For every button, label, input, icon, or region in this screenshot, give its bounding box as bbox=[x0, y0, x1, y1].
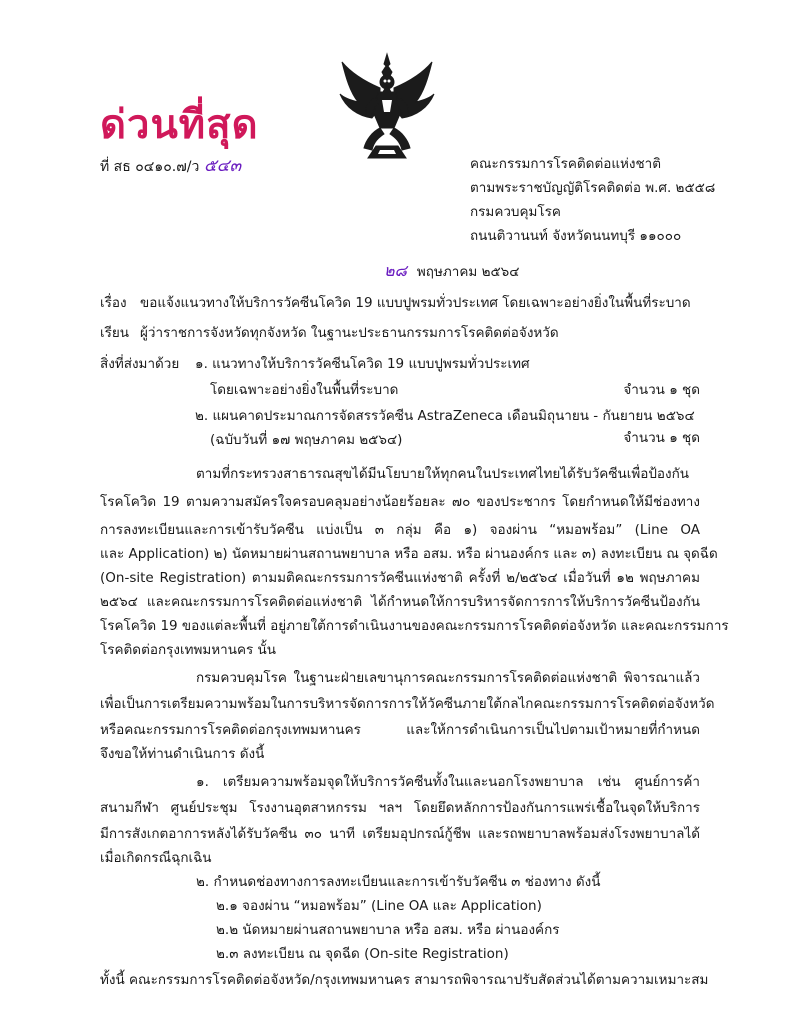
enclosure-item-2-line1: ๒. แผนคาดประมาณการจัดสรรวัคซีน AstraZeneca เดือนมิถุนายน - กันยายน ๒๕๖๔ bbox=[195, 408, 695, 424]
paragraph-1-line-8: โรคติดต่อกรุงเทพมหานคร นั้น bbox=[100, 642, 277, 658]
reference-prefix: ที่ สธ ๐๔๑๐.๗/ว bbox=[100, 159, 200, 175]
paragraph-1-line-1: ตามที่กระทรวงสาธารณสุขได้มีนโยบายให้ทุกคนในประเทศไทยได้รับวัคซีนเพื่อป้องกัน bbox=[196, 466, 690, 482]
date-day-handwritten: ๒๘ bbox=[384, 261, 407, 280]
agency-name: คณะกรรมการโรคติดต่อแห่งชาติ bbox=[470, 156, 662, 172]
subject-text: ขอแจ้งแนวทางให้บริการวัคซีนโควิด 19 แบบปูพรมทั่วประเทศ โดยเฉพาะอย่างยิ่งในพื้นที่ระบาด bbox=[140, 295, 691, 311]
reference-number bbox=[100, 152, 241, 179]
agency-department: กรมควบคุมโรค bbox=[470, 204, 561, 220]
enclosure-item-2-line2: (ฉบับวันที่ ๑๗ พฤษภาคม ๒๕๖๔) bbox=[210, 432, 403, 448]
subject-label: เรื่อง bbox=[100, 295, 127, 311]
enclosure-item-1-line1: ๑. แนวทางให้บริการวัคซีนโควิด 19 แบบปูพรมทั่วประเทศ bbox=[195, 356, 530, 372]
paragraph-2-line-1: กรมควบคุมโรค ในฐานะฝ่ายเลขานุการคณะกรรมการโรคติดต่อแห่งชาติ พิจารณาแล้ว bbox=[196, 670, 700, 686]
item-2-subitem-2: ๒.๒ นัดหมายผ่านสถานพยาบาล หรือ อสม. หรือ ผ่านองค์กร bbox=[216, 922, 560, 938]
item-1-line-3: มีการสังเกตอาการหลังได้รับวัคซีน ๓๐ นาที เตรียมอุปกรณ์กู้ชีพ และรถพยาบาลพร้อมส่งโรงพยาบาลได้ bbox=[100, 826, 700, 842]
recipient-text: ผู้ว่าราชการจังหวัดทุกจังหวัด ในฐานะประธานกรรมการโรคติดต่อจังหวัด bbox=[140, 325, 559, 341]
reference-handwritten-number: ๕๔๓ bbox=[203, 156, 242, 176]
date-month-year: พฤษภาคม ๒๕๖๔ bbox=[416, 264, 520, 280]
urgent-stamp: ด่วนที่สุด bbox=[100, 101, 259, 148]
item-1-line-2: สนามกีฬา ศูนย์ประชุม โรงงานอุตสาหกรรม ฯลฯ โดยยึดหลักการป้องกันการแพร่เชื้อในจุดให้บริการ bbox=[100, 800, 700, 816]
enclosures-label: สิ่งที่ส่งมาด้วย bbox=[100, 356, 180, 372]
paragraph-2-line-3: หรือคณะกรรมการโรคติดต่อกรุงเทพมหานคร และให้การดำเนินการเป็นไปตามเป้าหมายที่กำหนด bbox=[100, 722, 700, 738]
enclosure-item-1-line2: โดยเฉพาะอย่างยิ่งในพื้นที่ระบาด bbox=[210, 382, 399, 398]
closing-line: ทั้งนี้ คณะกรรมการโรคติดต่อจังหวัด/กรุงเทพมหานคร สามารถพิจารณาปรับสัดส่วนได้ตามความเหมาะสม bbox=[100, 972, 709, 988]
item-2-subitem-1: ๒.๑ จองผ่าน “หมอพร้อม” (Line OA และ Application) bbox=[216, 898, 542, 914]
garuda-emblem-icon bbox=[336, 52, 438, 160]
paragraph-1-line-3: การลงทะเบียนและการเข้ารับวัคซีน แบ่งเป็น ๓ กลุ่ม คือ ๑) จองผ่าน “หมอพร้อม” (Line OA bbox=[100, 522, 700, 538]
item-2-heading: ๒. กำหนดช่องทางการลงทะเบียนและการเข้ารับวัคซีน ๓ ช่องทาง ดังนี้ bbox=[196, 874, 601, 890]
paragraph-1-line-5: (On-site Registration) ตามมติคณะกรรมการวัคซีนแห่งชาติ ครั้งที่ ๒/๒๕๖๔ เมื่อวันที่ ๑๒ พฤษภาคม bbox=[100, 570, 700, 586]
enclosure-item-2-qty: จำนวน ๑ ชุด bbox=[623, 430, 700, 446]
paragraph-2-line-2: เพื่อเป็นการเตรียมความพร้อมในการบริหารจัดการการให้วัคซีนภายใต้กลไกคณะกรรมการโรคติดต่อจังหวัด bbox=[100, 696, 715, 712]
recipient-label: เรียน bbox=[100, 325, 130, 341]
paragraph-1-line-2: โรคโควิด 19 ตามความสมัครใจครอบคลุมอย่างน้อยร้อยละ ๗๐ ของประชากร โดยกำหนดให้มีช่องทาง bbox=[100, 494, 700, 510]
paragraph-1-line-7: โรคโควิด 19 ของแต่ละพื้นที่ อยู่ภายใต้การดำเนินงานของคณะกรรมการโรคติดต่อจังหวัด และคณะกรรมการ bbox=[100, 618, 729, 634]
enclosure-item-1-qty: จำนวน ๑ ชุด bbox=[623, 382, 700, 398]
item-1-line-1: ๑. เตรียมความพร้อมจุดให้บริการวัคซีนทั้งในและนอกโรงพยาบาล เช่น ศูนย์การค้า bbox=[196, 774, 700, 790]
agency-act: ตามพระราชบัญญัติโรคติดต่อ พ.ศ. ๒๕๕๘ bbox=[470, 180, 716, 196]
paragraph-1-line-4: และ Application) ๒) นัดหมายผ่านสถานพยาบาล หรือ อสม. หรือ ผ่านองค์กร และ ๓) ลงทะเบียน ณ จุดฉีด bbox=[100, 546, 718, 562]
item-1-line-4: เมื่อเกิดกรณีฉุกเฉิน bbox=[100, 850, 212, 866]
agency-address: ถนนติวานนท์ จังหวัดนนทบุรี ๑๑๐๐๐ bbox=[470, 228, 682, 244]
document-date bbox=[384, 259, 519, 284]
paragraph-2-line-4: จึงขอให้ท่านดำเนินการ ดังนี้ bbox=[100, 746, 265, 762]
item-2-subitem-3: ๒.๓ ลงทะเบียน ณ จุดฉีด (On-site Registration) bbox=[216, 946, 509, 962]
paragraph-1-line-6: ๒๕๖๔ และคณะกรรมการโรคติดต่อแห่งชาติ ได้กำหนดให้การบริหารจัดการการให้บริการวัคซีนป้องกัน bbox=[100, 594, 700, 610]
